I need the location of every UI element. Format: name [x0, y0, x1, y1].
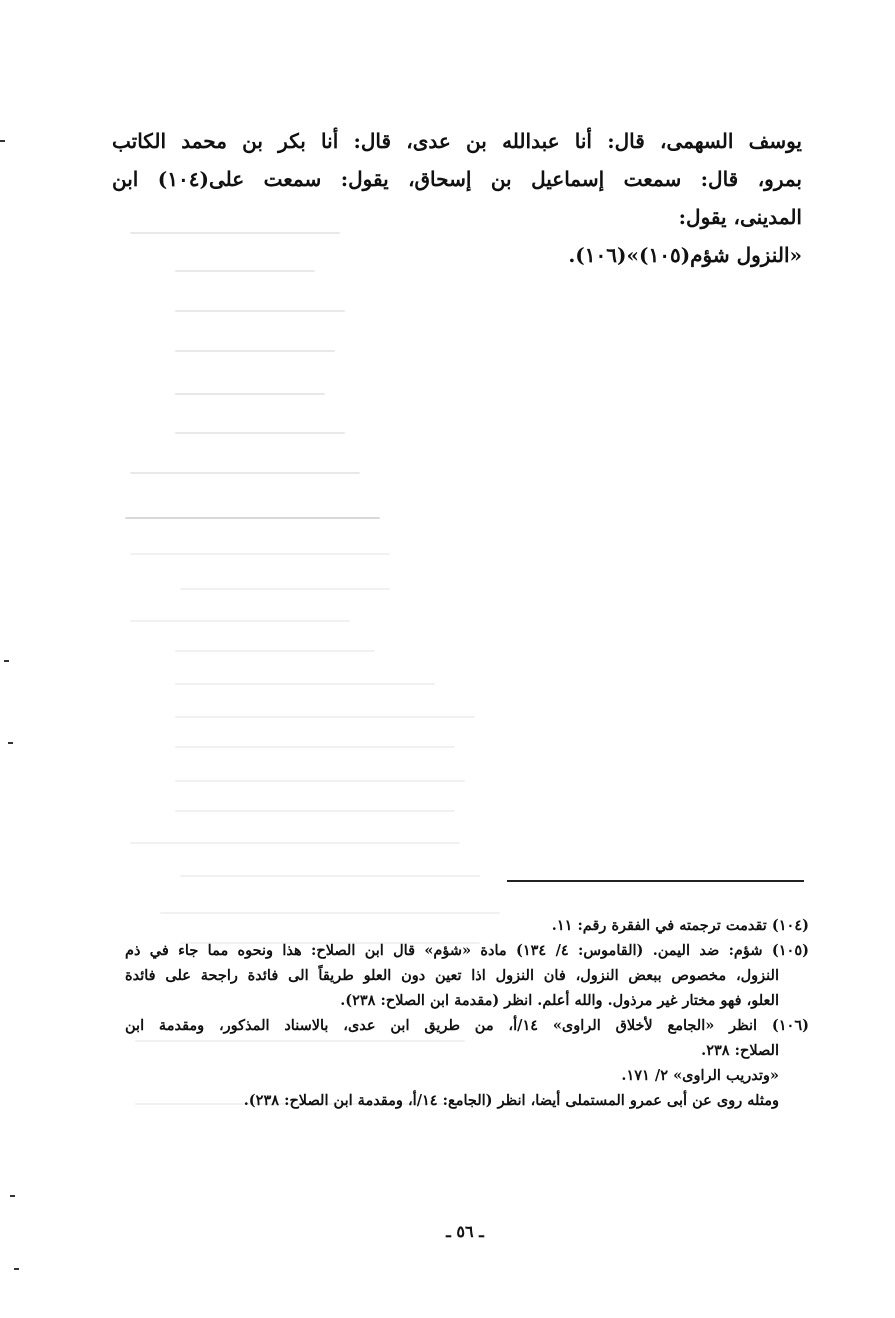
- main-line: يوسف السهمى، قال: أنا عبدالله بن عدى، قال: أنا بكر بن محمد الكاتب: [112, 129, 802, 153]
- footnote-line: ومثله روى عن أبى عمرو المستملى أيضا، انظر (الجامع: ١٤/أ، ومقدمة ابن الصلاح: ٢٣٨).: [243, 1092, 779, 1109]
- footnote-line: «وتدريب الراوى» ٢/ ١٧١.: [621, 1067, 779, 1084]
- edge-mark: [0, 140, 5, 142]
- footnote-line: النزول، مخصوص ببعض النزول، فان النزول اذا تعين دون العلو طريقاً الى فائدة راجحة على فائدة: [125, 967, 779, 984]
- footnote-104: [125, 913, 809, 938]
- edge-mark: [10, 1195, 15, 1197]
- edge-mark: [14, 1268, 19, 1270]
- main-line: المدينى، يقول:: [678, 205, 802, 229]
- footnote-line: الصلاح: ٢٣٨.: [701, 1042, 779, 1059]
- footnote-line: (١٠٦) انظر «الجامع لأخلاق الراوى» ١٤/أ، من طريق ابن عدى، بالاسناد المذكور، ومقدمة ابن: [125, 1017, 810, 1034]
- footnote-line: العلو، فهو مختار غير مرذول. والله أعلم. انظر (مقدمة ابن الصلاح: ٢٣٨).: [340, 992, 779, 1009]
- main-text: [112, 122, 802, 274]
- main-line: بمرو، قال: سمعت إسماعيل بن إسحاق، يقول: سمعت على(١٠٤) ابن: [112, 167, 802, 191]
- footnote-106: [125, 1013, 809, 1113]
- footnote-105: [125, 938, 809, 1013]
- edge-mark: [4, 660, 9, 662]
- footnote-line: (١٠٤) تقدمت ترجمته في الفقرة رقم: ١١.: [551, 917, 809, 934]
- page-number: ـ ٥٦ ـ: [446, 1222, 484, 1241]
- footnotes: [125, 913, 809, 1113]
- footnote-line: (١٠٥) شؤم: ضد اليمن. (القاموس: ٤/ ١٣٤) مادة «شؤم» قال ابن الصلاح: هذا ونحوه مما جاء في ذم: [125, 942, 809, 959]
- footnote-rule: [507, 880, 804, 882]
- edge-mark: [8, 742, 13, 744]
- main-line-quote: «النزول شؤم(١٠٥)»(١٠٦).: [568, 243, 802, 267]
